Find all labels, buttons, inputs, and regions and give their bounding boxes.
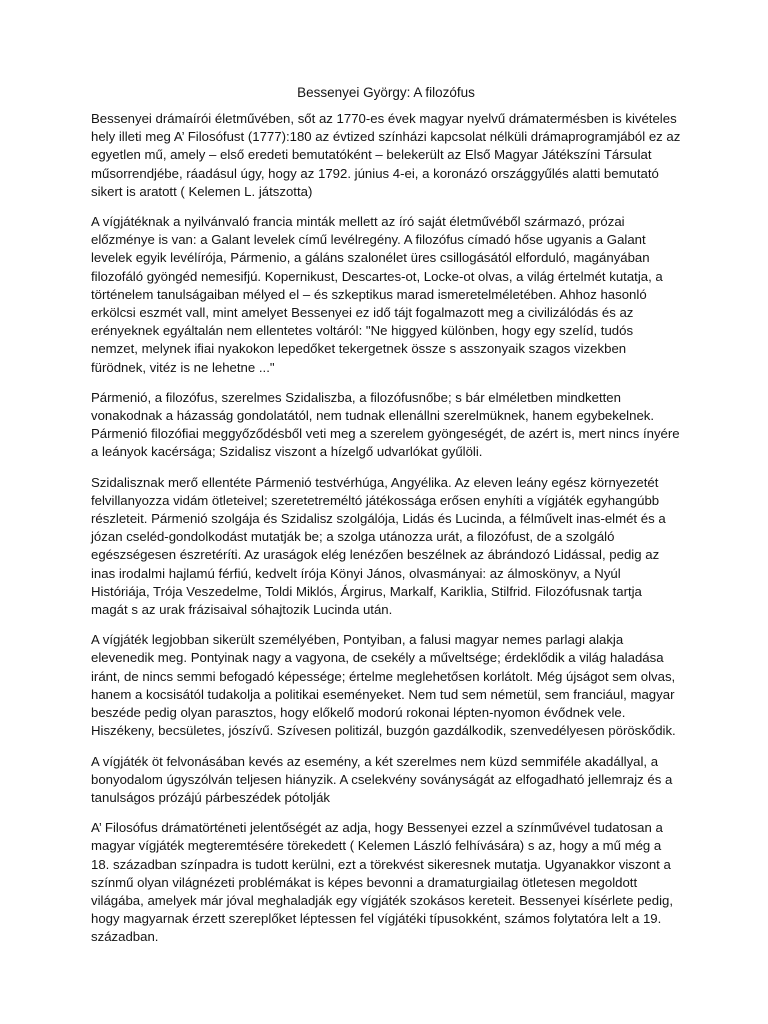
paragraph-5: A vígjáték legjobban sikerült személyében, Pontyiban, a falusi magyar nemes parlagi alakja elevenedik meg. Pontyinak nagy a vagyona, de csekély a műveltsége; érdeklődik a világ haladása iránt, de nincs semmi befogadó képessége; értelme meglehetősen korlátolt. Még újságot sem olvas, hanem a kocsisától tudakolja a politikai eseményeket. Nem tud sem németül, sem franciául, magyar beszéde pedig olyan parasztos, hogy előkelő modorú rokonai lépten-nyomon évődnek vele. Hiszékeny, becsületes, jószívű. Szívesen politizál, buzgón gazdálkodik, szenvedélyesen pöröskődik. bbox=[91, 632, 676, 739]
paragraph-4: Szidalisznak merő ellentéte Pármenió testvérhúga, Angyélika. Az eleven leány egész környezetét felvillanyozza vidám ötleteivel; szeretetreméltó játékossága erősen enyhíti a vígjáték egyhangúbb részleteit. Pármenió szolgája és Szidalisz szolgálója, Lidás és Lucinda, a félművelt inas-elmét és a józan cseléd-gondolkodást mutatják be; a szolga utánozza urát, a filozófust, de a szolgáló egészségesen észretéríti. Az uraságok elég lenézően beszélnek az ábrándozó Lidással, pedig az inas irodalmi hajlamú férfiú, kedvelt írója Könyi János, olvasmányai: az álmoskönyv, a Nyúl Históriája, Trója Veszedelme, Toldi Miklós, Árgirus, Markalf, Kariklia, Stilfrid. Filozófusnak tartja magát s az urak frázisaival sóhajtozik Lucinda után. bbox=[91, 474, 666, 618]
document-title: Bessenyei György: A filozófus bbox=[297, 85, 475, 100]
paragraph-3: Pármenió, a filozófus, szerelmes Szidaliszba, a filozófusnőbe; s bár elméletben mindketten vonakodnak a házasság gondolatától, nem tudnak ellenállni szerelmüknek, hanem egybekelnek. Pármenió filozófiai meggyőződésből veti meg a szerelem gyöngeségét, de azért is, mert nincs ínyére a leányok kacérsága; Szidalisz viszont a hízelgő udvarlókat gyűlöli. bbox=[91, 389, 680, 460]
paragraph-1: Bessenyei drámaírói életművében, sőt az 1770-es évek magyar nyelvű drámatermésben is kivételes hely illeti meg A’ Filosófust (1777):180 az évtized színházi kapcsolat nélküli drámaprogramjából ez az egyetlen mű, amely – első eredeti bemutatóként – belekerült az Első Magyar Játékszíni Társulat műsorrendjébe, ráadásul úgy, hogy az 1792. június 4-ei, a koronázó országgyűlés alatti bemutató sikert is aratott ( Kelemen L. játszotta) bbox=[91, 111, 681, 199]
paragraph-7: A’ Filosófus drámatörténeti jelentőségét az adja, hogy Bessenyei ezzel a színművével tudatosan a magyar vígjáték megteremtésére törekedett ( Kelemen László felhívására) s az, hogy a mű még a 18. században színpadra is tudott kerülni, ezt a törekvést sikeresnek mutatja. Ugyanakkor viszont a színmű olyan világnézeti problémákat is képes bevonni a dramaturgiailag ötletesen megoldott világába, amelyek már jóval meghaladják egy vígjáték szokásos kereteit. Bessenyei kísérlete pedig, hogy magyarnak érzett szereplőket léptessen fel vígjátéki típusokként, számos folytatóra lelt a 19. században. bbox=[91, 820, 674, 945]
document-body bbox=[91, 84, 681, 959]
paragraph-2: A vígjátéknak a nyilvánvaló francia minták mellett az író saját életművéből származó, prózai előzménye is van: a Galant levelek című levélregény. A filozófus címadó hőse ugyanis a Galant levelek egyik levélírója, Pármenio, a gáláns szalonélet üres csillogásától elforduló, magányában filozofáló gyöngéd nemesifjú. Kopernikust, Descartes-ot, Locke-ot olvas, a világ értelmét kutatja, a történelem tanulságaiban mélyed el – és szkeptikus marad ismeretelméletében. Ahhoz hasonló erkölcsi eszmét vall, mint amelyet Bessenyei ez idő tájt fogalmazott meg a civilizálódás és az erényeknek egyáltalán nem ellentetes voltáról: "Ne higgyed különben, hogy egy szelíd, tudós nemzet, melynek ifiai nyakokon lepedőket tekergetnek össze s asszonyaik szagos vizekben fürödnek, vitéz is ne lehetne ..." bbox=[91, 214, 663, 375]
paragraph-6: A vígjáték öt felvonásában kevés az esemény, a két szerelmes nem küzd semmiféle akadállyal, a bonyodalom úgyszólván teljesen hiányzik. A cselekvény soványságát az elfogadható jellemrajz és a tanulságos prózájú párbeszédek pótolják bbox=[91, 753, 673, 805]
